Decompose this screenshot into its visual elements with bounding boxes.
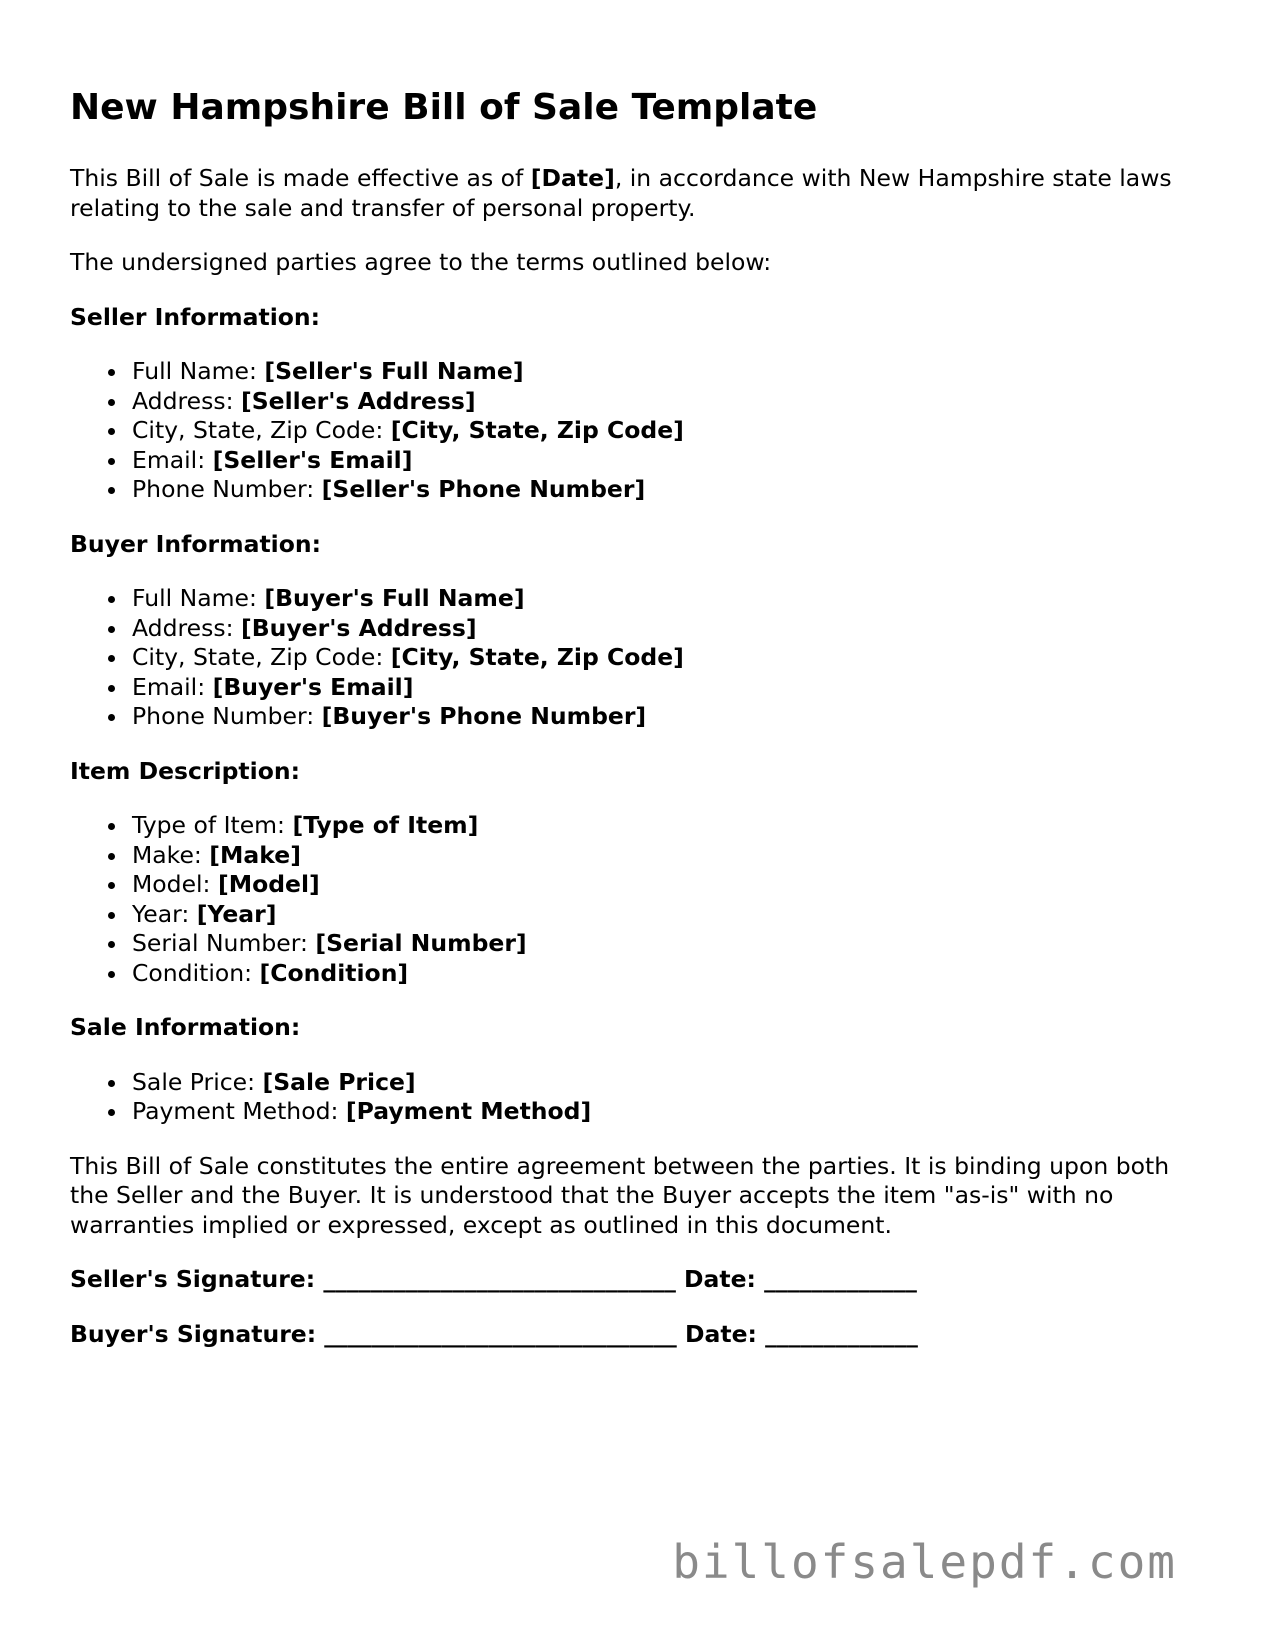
agree-paragraph: The undersigned parties agree to the terms outlined below: (70, 248, 772, 276)
list-item: Phone Number: [Seller's Phone Number] (132, 475, 1210, 505)
list-item: Full Name: [Seller's Full Name] (132, 357, 1210, 387)
list-item: Address: [Buyer's Address] (132, 614, 1210, 644)
date-placeholder: [Date] (530, 164, 615, 192)
list-item: Phone Number: [Buyer's Phone Number] (132, 702, 1210, 732)
intro-paragraph (70, 164, 1210, 223)
item-heading: Item Description: (70, 756, 300, 785)
seller-signature-line: Seller's Signature: ______________________________ Date: _____________ (70, 1265, 917, 1293)
watermark: billofsalepdf.com (672, 1535, 1177, 1589)
buyer-signature-line: Buyer's Signature: ______________________________ Date: _____________ (70, 1319, 918, 1348)
seller-heading: Seller Information: (70, 302, 321, 331)
buyer-heading: Buyer Information: (70, 529, 322, 558)
seller-list (70, 357, 1210, 505)
list-item: Year: [Year] (132, 900, 1210, 930)
intro-text-after: , in accordance with New Hampshire state laws relating to the sale and transfer of personal property. (70, 164, 1172, 222)
list-item: Serial Number: [Serial Number] (132, 929, 1210, 959)
closing-paragraph: This Bill of Sale constitutes the entire agreement between the parties. It is binding upon both the Seller and the Buyer. It is understood that the Buyer accepts the item "as-is" with no warranties implied or expressed, except as outlined in this document. (70, 1151, 1170, 1239)
list-item: Full Name: [Buyer's Full Name] (132, 584, 1210, 614)
list-item: Sale Price: [Sale Price] (132, 1068, 1210, 1098)
list-item: Condition: [Condition] (132, 959, 1210, 989)
list-item: Make: [Make] (132, 841, 1210, 871)
sale-heading: Sale Information: (70, 1013, 301, 1041)
sale-list (70, 1068, 1210, 1127)
list-item: City, State, Zip Code: [City, State, Zip Code] (132, 643, 1210, 673)
list-item: Model: [Model] (132, 870, 1210, 900)
buyer-list (70, 584, 1210, 732)
list-item: Address: [Seller's Address] (132, 387, 1210, 417)
list-item: Email: [Buyer's Email] (132, 673, 1210, 703)
document-page (70, 86, 1210, 1374)
intro-text-before: This Bill of Sale is made effective as of (70, 164, 531, 192)
item-list (70, 811, 1210, 988)
list-item: Type of Item: [Type of Item] (132, 811, 1210, 841)
list-item: Payment Method: [Payment Method] (132, 1097, 1210, 1127)
page-title: New Hampshire Bill of Sale Template (70, 87, 818, 128)
list-item: City, State, Zip Code: [City, State, Zip Code] (132, 416, 1210, 446)
list-item: Email: [Seller's Email] (132, 446, 1210, 476)
